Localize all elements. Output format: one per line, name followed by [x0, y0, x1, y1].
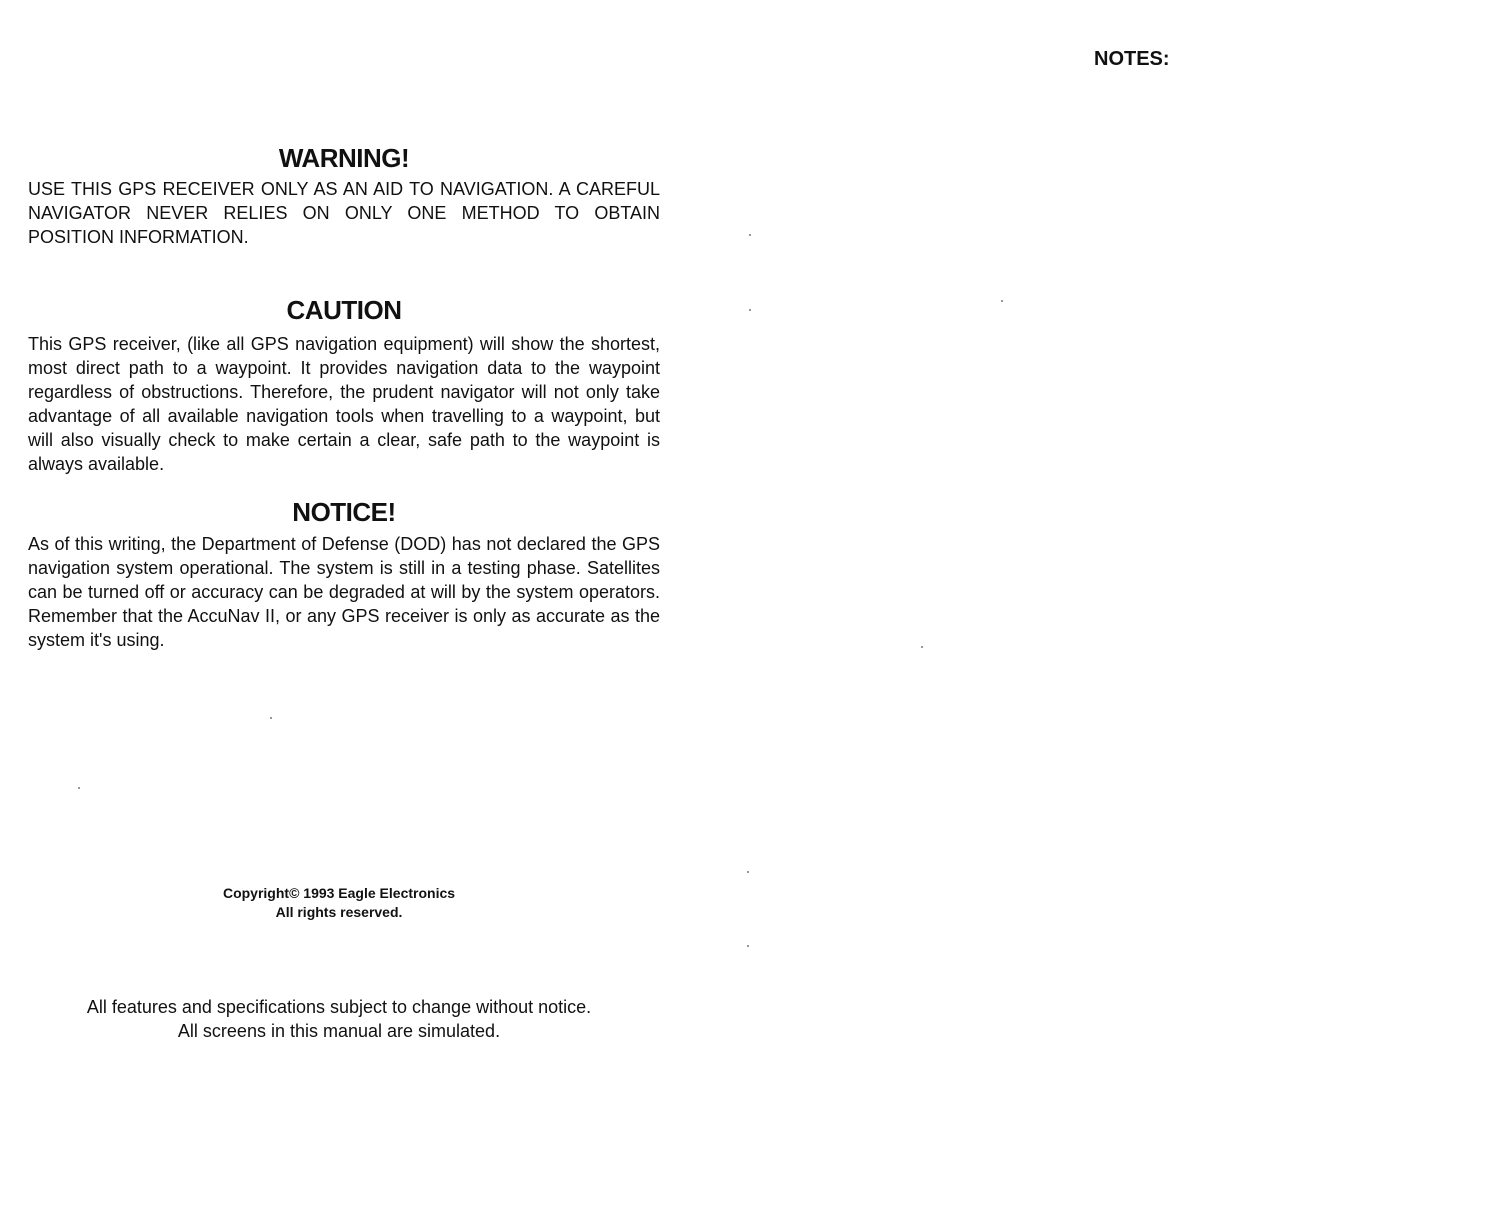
scan-speck [749, 234, 751, 236]
scan-speck [921, 646, 923, 648]
copyright-line: Copyright© 1993 Eagle Electronics [222, 885, 456, 901]
notice-text: As of this writing, the Department of Defense (DOD) has not declared the GPS navigation system operational. The system is still in a testing phase. Satellites can be turned off or accuracy can be degraded at will by the system operators. Remember that the AccuNav II, or any GPS receiver is only as accurate as the system it's using. [28, 534, 660, 650]
warning-heading: WARNING! [278, 143, 410, 173]
scan-speck [270, 717, 272, 719]
caution-heading: CAUTION [286, 295, 402, 325]
scan-speck [749, 309, 751, 311]
scan-speck [747, 945, 749, 947]
scan-speck [78, 787, 80, 789]
scan-speck [747, 871, 749, 873]
left-page [0, 0, 740, 1222]
notice-heading: NOTICE! [292, 497, 396, 527]
notes-heading: NOTES: [1094, 48, 1170, 70]
right-page [740, 0, 1508, 1222]
caution-text: This GPS receiver, (like all GPS navigation equipment) will show the shortest, most direct path to a waypoint. It provides navigation data to the waypoint regardless of obstructions. Therefore, the prudent navigator will not only take advantage of all available navigation tools when travelling to a waypoint, but will also visually check to make certain a clear, safe path to the waypoint is always available. [28, 334, 660, 474]
rights-reserved-line: All rights reserved. [275, 904, 403, 920]
specifications-disclaimer: All features and specifications subject to change without notice. [86, 997, 592, 1017]
warning-text: USE THIS GPS RECEIVER ONLY AS AN AID TO NAVIGATION. A CAREFUL NAVIGATOR NEVER RELIES ON ONLY ONE METHOD TO OBTAIN POSITION INFORMATION. [28, 179, 660, 247]
screens-disclaimer: All screens in this manual are simulated. [177, 1021, 501, 1041]
scan-speck [1001, 300, 1003, 302]
